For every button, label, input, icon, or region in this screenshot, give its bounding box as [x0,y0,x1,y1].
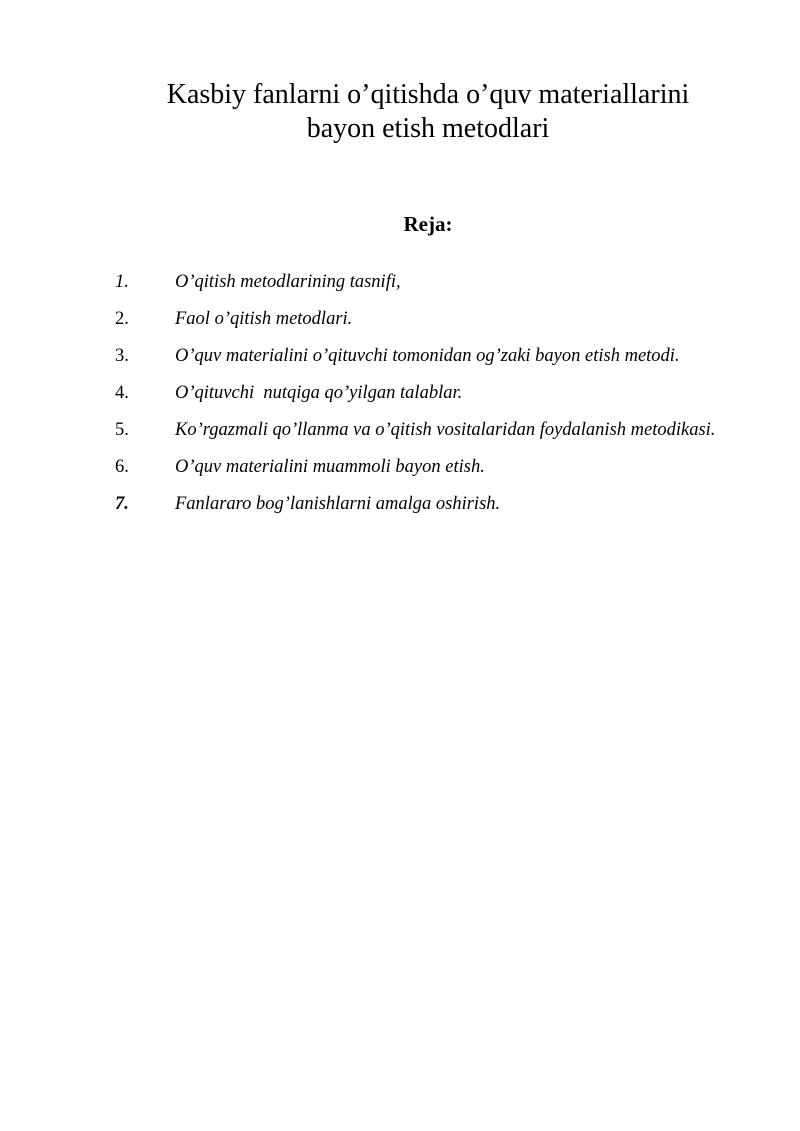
list-item [115,264,742,300]
list-item [115,301,742,337]
list-item-number: 6. [115,457,129,477]
list-item-number: 7. [115,494,129,514]
list-item-text: Ko’rgazmali qo’llanma va o’qitish vositalaridan foydalanish metodikasi. [175,420,716,440]
list-item-number: 5. [115,420,129,440]
list-item [115,449,742,485]
list-item-text: Fanlararo bog’lanishlarni amalga oshirish. [175,494,501,514]
list-item [115,375,742,411]
list-item-text: O’qituvchi nutqiga qo’yilgan talablar. [175,383,463,403]
list-item-text: O’quv materialini o’qituvchi tomonidan og’zaki bayon etish metodi. [175,346,680,366]
list-item [115,486,742,522]
list-item [115,412,742,448]
title-line-2: bayon etish metodlari [306,113,550,144]
list-item-number: 3. [115,346,129,366]
list-item [115,338,742,374]
list-item-number: 1. [115,272,129,292]
plan-list [115,264,742,523]
list-item-number: 4. [115,383,129,403]
list-item-number: 2. [115,309,129,329]
document-title [0,78,800,146]
plan-heading: Reja: [403,212,453,236]
title-line-1: Kasbiy fanlarni o’qitishda o’quv materiallarini [166,79,690,110]
list-item-text: O’qitish metodlarining tasnifi, [175,272,401,292]
list-item-text: O’quv materialini muammoli bayon etish. [175,457,485,477]
list-item-text: Faol o’qitish metodlari. [175,309,353,329]
